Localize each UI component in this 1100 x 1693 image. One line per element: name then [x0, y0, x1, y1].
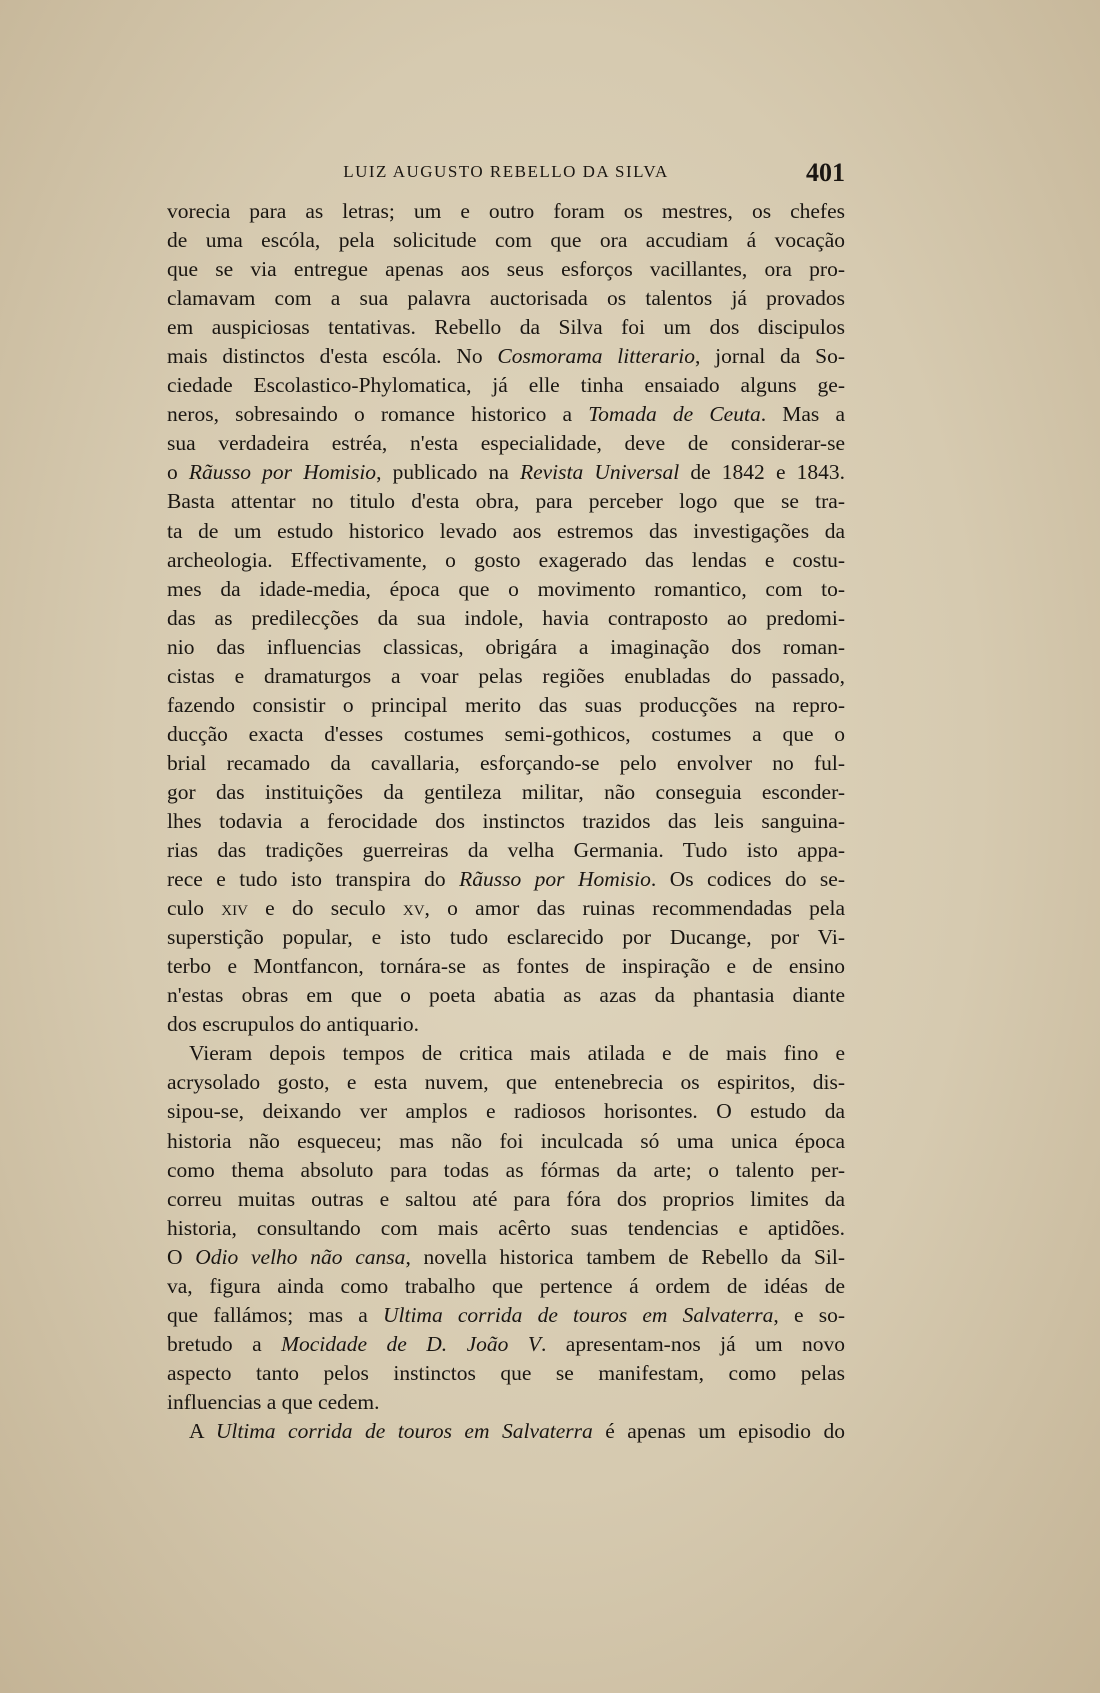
- text-run: historia não esqueceu; mas não foi inculcada só uma unica época: [167, 1128, 845, 1153]
- text-line: [167, 313, 845, 342]
- text-run: bretudo a: [167, 1331, 282, 1356]
- text-run: aspecto tanto pelos instinctos que se manifestam, como pelas: [167, 1360, 845, 1385]
- text-line: [167, 1010, 845, 1039]
- text-run: , e so-: [773, 1302, 845, 1327]
- text-run: . Os codices do se-: [650, 867, 845, 892]
- text-line: [167, 284, 845, 313]
- text-run: que se via entregue apenas aos seus esforços vacillantes, ora pro-: [167, 257, 845, 282]
- italic-title: Cosmorama litterario: [497, 344, 695, 369]
- text-line: [167, 836, 845, 865]
- text-line: [167, 1359, 845, 1388]
- text-line: [167, 255, 845, 284]
- text-line: [167, 1272, 845, 1301]
- text-run: lhes todavia a ferocidade dos instinctos trazidos das leis sanguina-: [167, 808, 845, 833]
- italic-title: Ultima corrida de touros em Salvaterra: [382, 1302, 774, 1327]
- text-line: [167, 517, 845, 546]
- text-line: [167, 546, 845, 575]
- text-run: é apenas um episodio do: [592, 1418, 845, 1443]
- text-line: [167, 923, 845, 952]
- text-line: [167, 1127, 845, 1156]
- text-run: . apresentam-nos já um novo: [540, 1331, 845, 1356]
- italic-title: Rãusso por Homisio: [188, 460, 377, 485]
- text-line: [167, 1039, 845, 1068]
- text-run: terbo e Montfancon, tornára-se as fontes de inspiração e de ensino: [167, 954, 845, 979]
- text-run: mais distinctos d'esta escóla. No: [167, 344, 498, 369]
- text-run: ciedade Escolastico-Phylomatica, já elle tinha ensaiado alguns ge-: [167, 373, 845, 398]
- text-run: acrysolado gosto, e esta nuvem, que entenebrecia os espiritos, dis-: [167, 1070, 845, 1095]
- text-line: [167, 429, 845, 458]
- italic-title: Odio velho não cansa: [195, 1244, 406, 1269]
- text-run: . Mas a: [760, 402, 845, 427]
- italic-title: Tomada de Ceuta: [588, 402, 761, 427]
- page-number: 401: [806, 158, 845, 187]
- text-run: historia, consultando com mais acêrto suas tendencias e aptidões.: [167, 1215, 845, 1240]
- text-run: de 1842 e 1843.: [679, 460, 845, 485]
- text-run: A: [189, 1418, 216, 1443]
- text-run: fazendo consistir o principal merito das suas producções na repro-: [167, 692, 845, 717]
- text-line: [167, 952, 845, 981]
- text-run: vorecia para as letras; um e outro foram os mestres, os chefes: [167, 199, 845, 223]
- text-run: ta de um estudo historico levado aos estremos das investigações da: [167, 518, 845, 543]
- text-line: [167, 981, 845, 1010]
- text-run: culo: [167, 896, 222, 921]
- text-run: va, figura ainda como trabalho que pertence á ordem de idéas de: [167, 1273, 845, 1298]
- text-run: rece e tudo isto transpira do: [167, 867, 460, 892]
- italic-title: Mocidade de D. João V: [281, 1331, 541, 1356]
- text-run: , jornal da So-: [694, 344, 845, 369]
- text-line: [167, 807, 845, 836]
- page-header: [167, 158, 845, 188]
- text-run: como thema absoluto para todas as fórmas da arte; o talento per-: [167, 1157, 845, 1182]
- text-run: Vieram depois tempos de critica mais atilada e de mais fino e: [189, 1041, 845, 1066]
- text-run: xv: [402, 896, 425, 921]
- text-run: , novella historica tambem de Rebello da Sil-: [405, 1244, 845, 1269]
- text-run: correu muitas outras e saltou até para fóra dos proprios limites da: [167, 1186, 845, 1211]
- text-line: [167, 778, 845, 807]
- text-line: [167, 400, 845, 429]
- text-line: [167, 371, 845, 400]
- text-run: de uma escóla, pela solicitude com que ora accudiam á vocação: [167, 228, 845, 253]
- text-line: [167, 226, 845, 255]
- text-line: [167, 1417, 845, 1446]
- text-run: , publicado na: [376, 460, 520, 485]
- text-run: gor das instituições da gentileza militar, não conseguia esconder-: [167, 779, 845, 804]
- text-run: superstição popular, e isto tudo esclarecido por Ducange, por Vi-: [167, 925, 845, 950]
- text-line: [167, 604, 845, 633]
- text-run: archeologia. Effectivamente, o gosto exagerado das lendas e costu-: [167, 547, 845, 572]
- text-run: brial recamado da cavallaria, esforçando-se pelo envolver no ful-: [167, 750, 845, 775]
- text-line: [167, 1068, 845, 1097]
- text-line: [167, 894, 845, 923]
- italic-title: Revista Universal: [519, 460, 680, 485]
- text-run: influencias a que cedem.: [167, 1389, 380, 1414]
- text-run: xiv: [221, 896, 248, 921]
- text-line: [167, 662, 845, 691]
- text-line: [167, 1156, 845, 1185]
- text-line: [167, 1330, 845, 1359]
- text-line: [167, 720, 845, 749]
- text-line: [167, 1214, 845, 1243]
- text-run: , o amor das ruinas recommendadas pela: [424, 896, 845, 921]
- italic-title: Rãusso por Homisio: [459, 867, 651, 892]
- text-line: [167, 1243, 845, 1272]
- text-run: cistas e dramaturgos a voar pelas regiões enubladas do passado,: [167, 663, 845, 688]
- text-line: [167, 1097, 845, 1126]
- text-run: o: [167, 460, 189, 485]
- text-line: [167, 458, 845, 487]
- text-run: n'estas obras em que o poeta abatia as azas da phantasia diante: [167, 983, 845, 1008]
- text-run: rias das tradições guerreiras da velha Germania. Tudo isto appa-: [167, 838, 845, 863]
- text-run: Basta attentar no titulo d'esta obra, para perceber logo que se tra-: [167, 489, 845, 514]
- text-run: sua verdadeira estréa, n'esta especialidade, deve de considerar-se: [167, 431, 845, 456]
- text-line: [167, 575, 845, 604]
- text-line: [167, 865, 845, 894]
- text-run: que fallámos; mas a: [167, 1302, 383, 1327]
- text-line: [167, 1301, 845, 1330]
- italic-title: Ultima corrida de touros em Salvaterra: [215, 1418, 593, 1443]
- text-run: dos escrupulos do antiquario.: [167, 1012, 419, 1037]
- text-run: nio das influencias classicas, obrigára a imaginação dos roman-: [167, 634, 845, 659]
- text-run: ducção exacta d'esses costumes semi-gothicos, costumes a que o: [167, 721, 845, 746]
- running-head: LUIZ AUGUSTO REBELLO DA SILVA: [343, 162, 669, 181]
- text-run: em auspiciosas tentativas. Rebello da Silva foi um dos discipulos: [167, 315, 845, 340]
- text-line: [167, 633, 845, 662]
- text-run: O: [167, 1244, 196, 1269]
- text-line: [167, 1185, 845, 1214]
- text-line: [167, 749, 845, 778]
- text-run: mes da idade-media, época que o movimento romantico, com to-: [167, 576, 845, 601]
- text-run: e do seculo: [247, 896, 403, 921]
- text-run: clamavam com a sua palavra auctorisada os talentos já provados: [167, 286, 845, 311]
- text-line: [167, 1388, 845, 1417]
- text-run: sipou-se, deixando ver amplos e radiosos horisontes. O estudo da: [167, 1099, 845, 1124]
- text-line: [167, 197, 845, 226]
- text-line: [167, 342, 845, 371]
- text-run: das as predilecções da sua indole, havia contraposto ao predomi-: [167, 605, 845, 630]
- text-run: neros, sobresaindo o romance historico a: [167, 402, 589, 427]
- text-line: [167, 487, 845, 516]
- body-text: [167, 197, 845, 1446]
- text-line: [167, 691, 845, 720]
